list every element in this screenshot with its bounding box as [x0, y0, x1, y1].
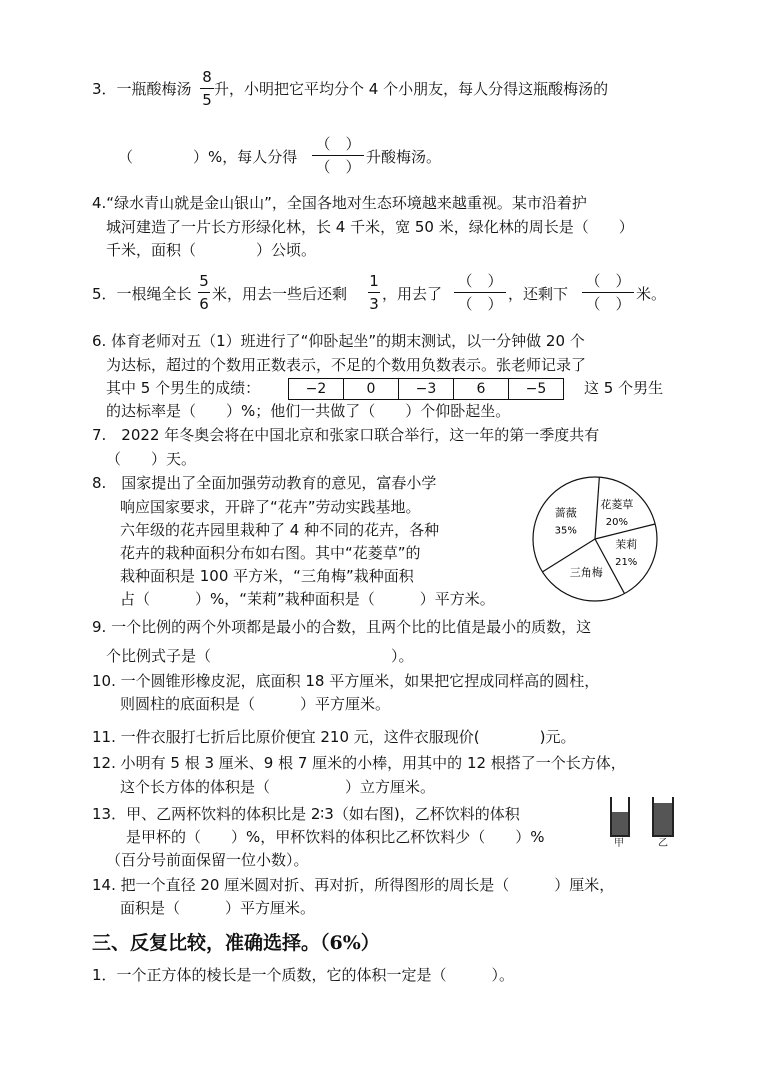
q6-line1: 6. 体育老师对五（1）班进行了“仰卧起坐”的期末测试，以一分钟做 20 个 — [92, 332, 585, 350]
q8-line2: 响应国家要求，开辟了“花卉”劳动实践基地。 — [120, 498, 421, 516]
q3-fraction-denominator: 5 — [202, 91, 212, 109]
q3-line2-start: （ ）%，每人分得 — [118, 148, 298, 166]
q3-line2-end: 升酸梅汤。 — [366, 148, 442, 166]
q5-f2-numerator: 1 — [369, 272, 379, 290]
q6-line2: 为达标，超过的个数用正数表示，不足的个数用负数表示。张老师记录了 — [106, 356, 587, 374]
flower-area-pie-chart — [530, 474, 660, 604]
q13-line2: 是甲杯的（ ）%，甲杯饮料的体积比乙杯饮料少（ ）% — [126, 828, 545, 846]
q5-text-d: ，还剩下 — [508, 285, 569, 303]
q7-line1: 7. 2022 年冬奥会将在中国北京和张家口联合举行，这一年的第一季度共有 — [92, 426, 600, 444]
q10-line1: 10. 一个圆锥形橡皮泥，底面积 18 平方厘米，如果把它捏成同样高的圆柱， — [92, 672, 600, 690]
cup-jia-label: 甲 — [614, 838, 624, 849]
q4-line3: 千米，面积（ ）公顷。 — [106, 241, 317, 259]
q5-f1-numerator: 5 — [199, 272, 209, 290]
q4-line2: 城河建造了一片长方形绿化林，长 4 千米，宽 50 米，绿化林的周长是（ ） — [106, 218, 634, 236]
q6-score-cell: −5 — [509, 379, 564, 400]
q5-f1-bar — [198, 292, 210, 293]
q3-line1-end: 升，小明把它平均分个 4 个小朋友，每人分得这瓶酸梅汤的 — [214, 80, 609, 98]
q9-line2: 个比例式子是（ ）。 — [106, 647, 414, 665]
q6-line3-start: 其中 5 个男生的成绩： — [106, 379, 261, 397]
section-3-heading: 三、反复比较，准确选择。（6%） — [92, 932, 380, 954]
q5-p2-bar — [582, 292, 634, 293]
q14-line2: 面积是（ ）平方厘米。 — [120, 899, 316, 917]
q3-blank-numerator: （ ） — [315, 135, 361, 153]
pie-slice-label: 茉莉 — [615, 537, 638, 551]
q4-line1: 4.“绿水青山就是金山银山”，全国各地对生态环境越来越重视。某市沿着护 — [92, 194, 587, 212]
pie-slice-label: 花菱草 — [600, 497, 634, 511]
q6-score-cell: 6 — [454, 379, 509, 400]
cup-jia — [610, 797, 630, 837]
q6-score-cell: 0 — [344, 379, 399, 400]
q8-line3: 六年级的花卉园里栽种了 4 种不同的花卉，各种 — [120, 521, 440, 539]
pie-slice-label: 三角梅 — [569, 565, 603, 579]
q6-score-cell: −3 — [399, 379, 454, 400]
pie-slice-value-label: 20% — [605, 516, 629, 528]
q5-p1-bar — [454, 292, 506, 293]
q8-line5: 栽种面积是 100 平方米，“三角梅”栽种面积 — [120, 567, 414, 585]
q9-line1: 9. 一个比例的两个外项都是最小的合数，且两个比的比值是最小的质数，这 — [92, 618, 592, 636]
q11-line1: 11. 一件衣服打七折后比原价便宜 210 元，这件衣服现价( )元。 — [92, 728, 576, 746]
q5-p2-numerator: （ ） — [585, 272, 631, 290]
q8-line4: 花卉的栽种面积分布如右图。其中“花菱草”的 — [120, 544, 421, 562]
q6-score-cell: −2 — [289, 379, 344, 400]
q5-f2-bar — [368, 292, 380, 293]
q6-scores-table — [288, 378, 564, 400]
q5-f1-denominator: 6 — [199, 295, 209, 313]
s3-q1-line1: 1．一个正方体的棱长是一个质数，它的体积一定是（ ）。 — [92, 966, 515, 984]
pie-slice-value-label: 35% — [554, 525, 577, 537]
q5-text-b: 米，用去一些后还剩 — [212, 285, 348, 303]
q10-line2: 则圆柱的底面积是（ ）平方厘米。 — [120, 695, 391, 713]
q5-p1-numerator: （ ） — [457, 272, 503, 290]
cup-jia-liquid — [612, 812, 628, 835]
q8-line6: 占（ ）%，“茉莉”栽种面积是（ ）平方米。 — [120, 590, 495, 608]
q5-text-a: 5．一根绳全长 — [92, 285, 192, 303]
q12-line2: 这个长方体的体积是（ ）立方厘米。 — [120, 778, 436, 796]
q3-fraction-bar — [200, 88, 214, 89]
q5-text-c: ，用去了 — [382, 285, 443, 303]
q7-line2: （ ）天。 — [106, 450, 197, 468]
q6-line4: 的达标率是（ ）%；他们一共做了（ ）个仰卧起坐。 — [106, 402, 511, 420]
q3-line1-start: 3．一瓶酸梅汤 — [92, 80, 192, 98]
q5-text-e: 米。 — [636, 285, 667, 303]
q5-p1-denominator: （ ） — [457, 295, 503, 313]
q6-line3-end: 这 5 个男生 — [584, 379, 664, 397]
q13-line1: 13．甲、乙两杯饮料的体积比是 2∶3（如右图)，乙杯饮料的体积 — [92, 805, 520, 823]
pie-slice-value-label: 21% — [615, 556, 638, 568]
cup-yi — [652, 797, 674, 837]
q3-fraction-numerator: 8 — [202, 68, 212, 86]
pie-slice-label: 蔷薇 — [554, 506, 577, 520]
cup-yi-liquid — [654, 803, 672, 835]
q8-line1: 8. 国家提出了全面加强劳动教育的意见，富春小学 — [92, 474, 437, 492]
q12-line1: 12. 小明有 5 根 3 厘米、9 根 7 厘米的小棒，用其中的 12 根搭了一个长方体， — [92, 754, 626, 772]
q3-blank-bar — [312, 155, 364, 156]
q13-line3: （百分号前面保留一位小数）。 — [106, 851, 309, 869]
cup-yi-label: 乙 — [658, 838, 668, 849]
q5-f2-denominator: 3 — [369, 295, 379, 313]
q5-p2-denominator: （ ） — [585, 295, 631, 313]
q3-blank-denominator: （ ） — [315, 158, 361, 176]
q14-line1: 14. 把一个直径 20 厘米圆对折、再对折，所得图形的周长是（ ）厘米， — [92, 876, 615, 894]
